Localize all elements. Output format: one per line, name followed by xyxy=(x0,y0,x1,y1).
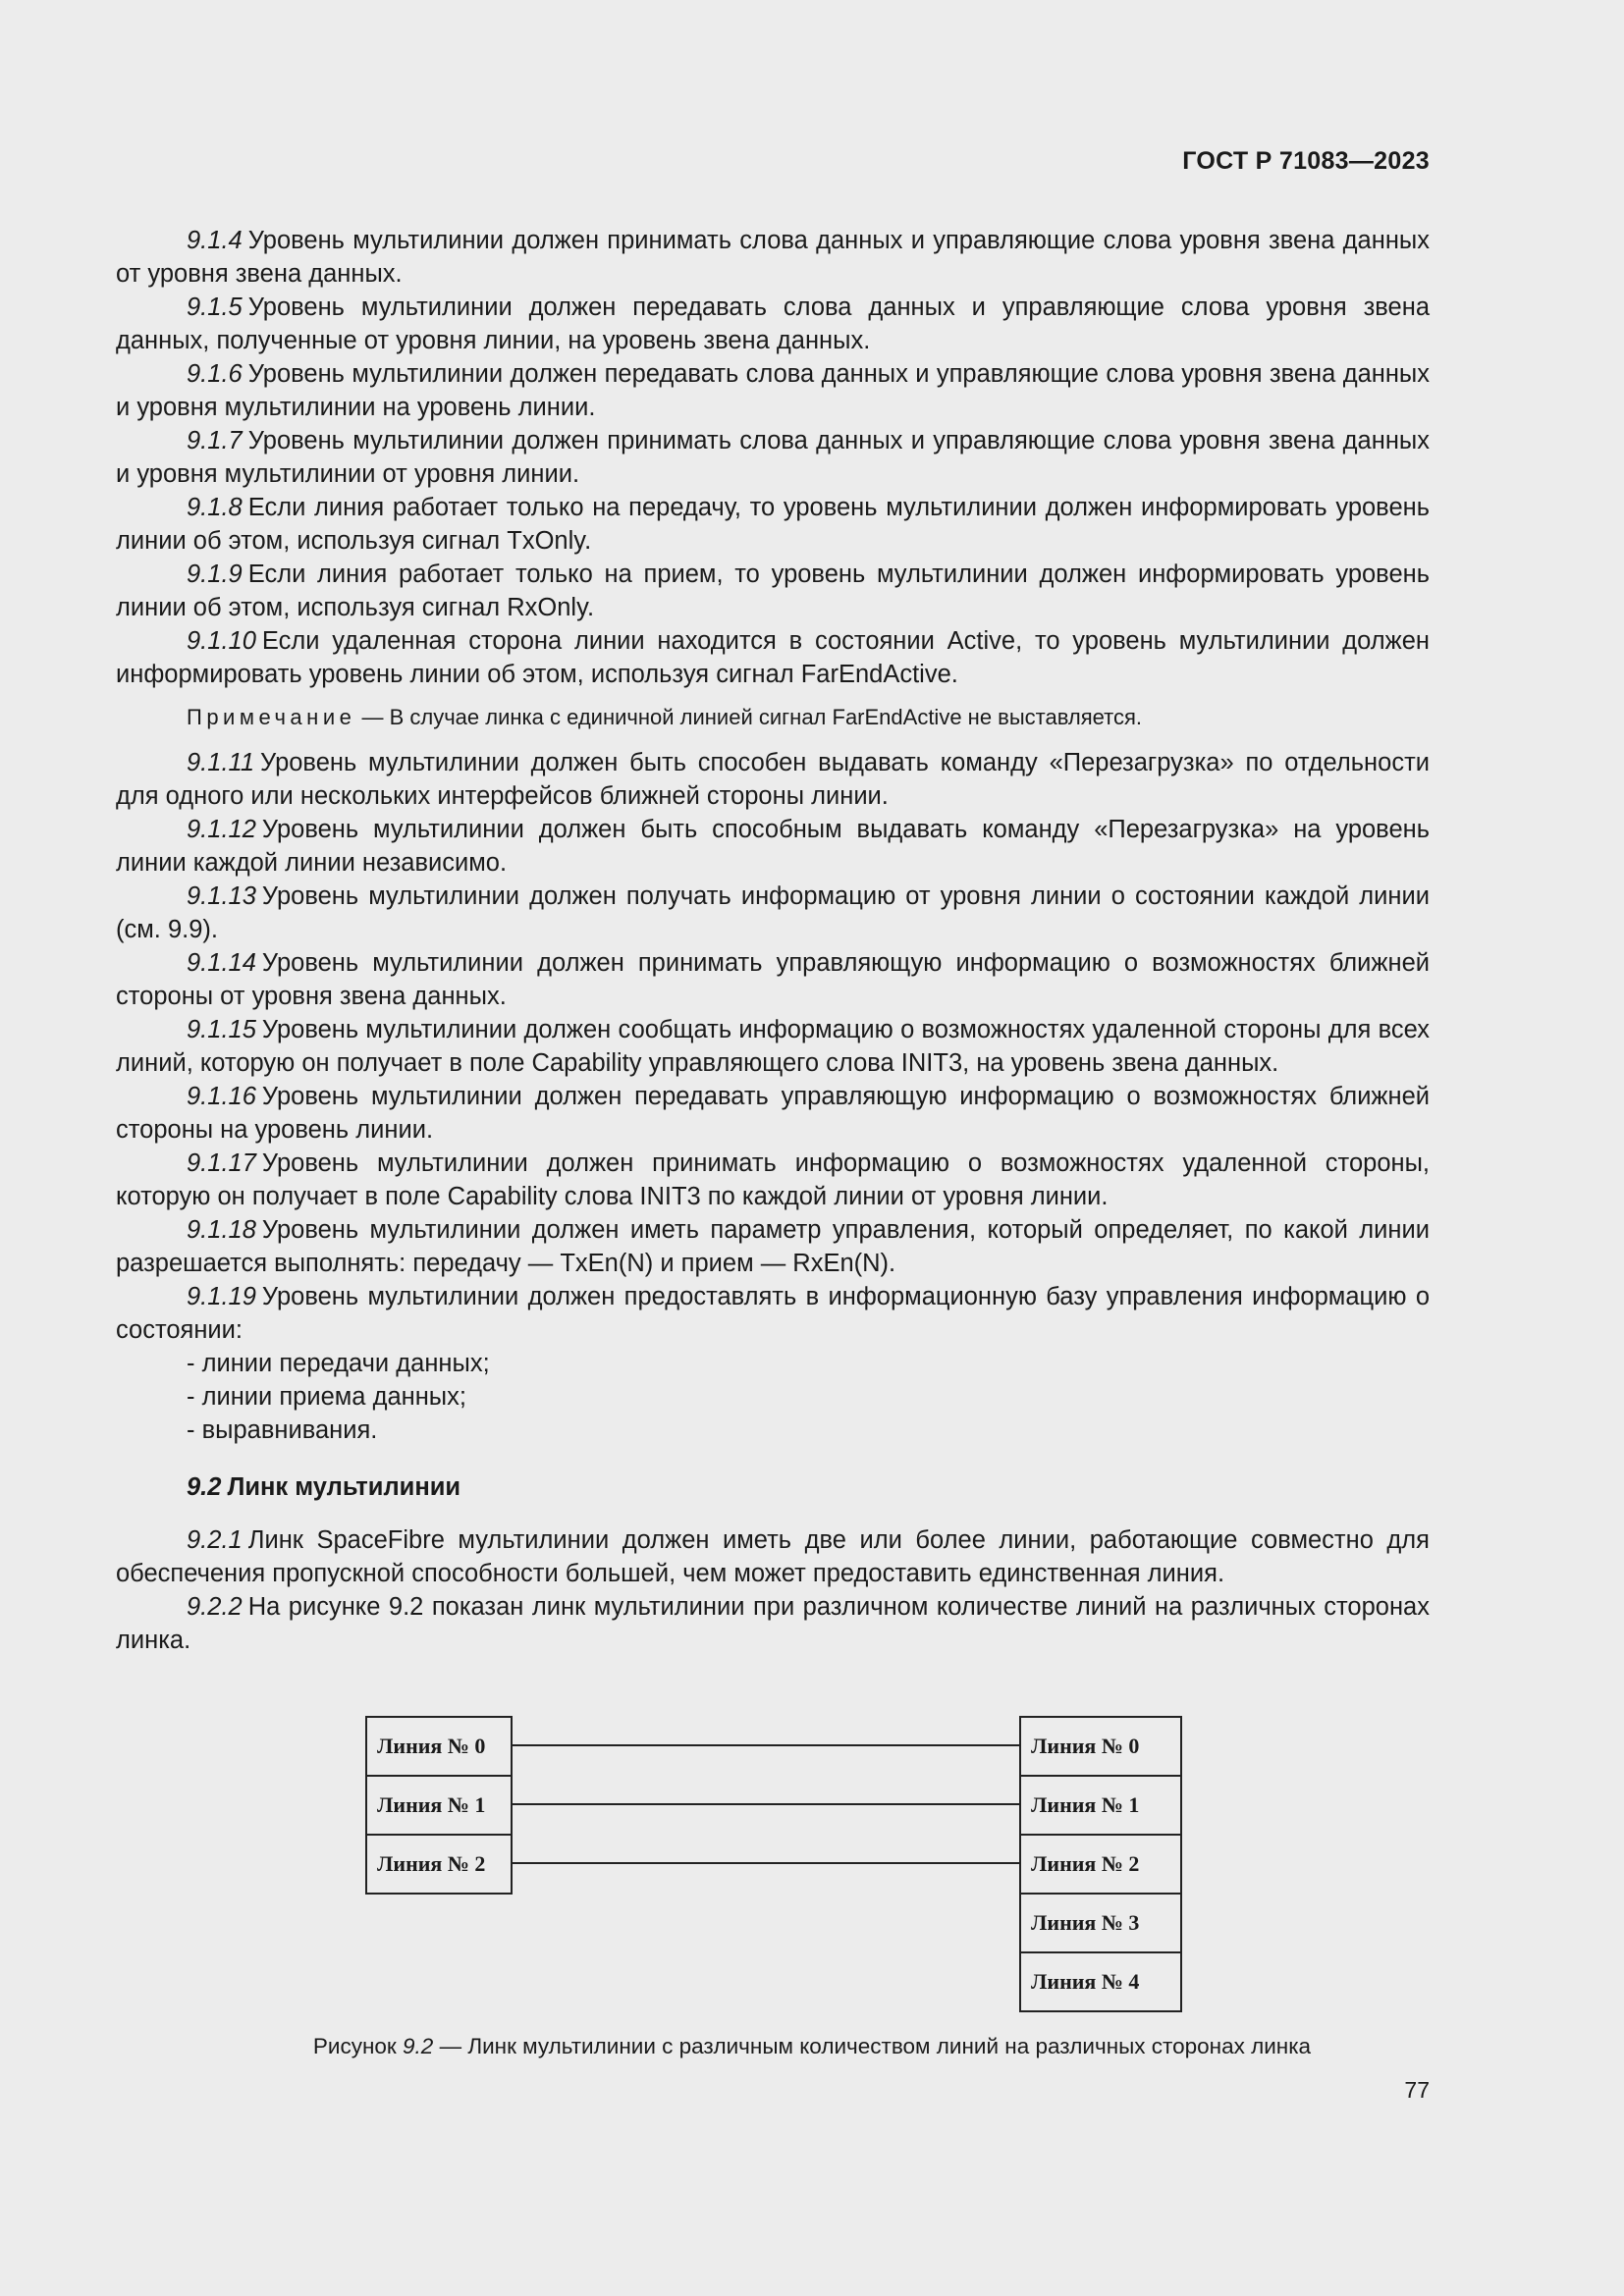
clause-number: 9.1.19 xyxy=(187,1283,256,1310)
paragraph-group-a xyxy=(116,224,1430,691)
clause-number: 9.1.18 xyxy=(187,1216,256,1244)
clause-text: Если линия работает только на передачу, то уровень мультилинии должен информировать уровень линии об этом, используя сигнал TxOnly. xyxy=(116,494,1430,555)
clause-text: Уровень мультилинии должен принимать слова данных и управляющие слова уровня звена данных и уровня мультилинии от уровня линии. xyxy=(116,427,1430,488)
right-lane-box: Линия № 4 xyxy=(1019,1951,1182,2012)
clause-text: Уровень мультилинии должен передавать управляющую информацию о возможностях ближней стороны на уровень линии. xyxy=(116,1083,1430,1144)
clause-number: 9.1.16 xyxy=(187,1083,256,1110)
clause-number: 9.2.2 xyxy=(187,1593,243,1621)
paragraph-9-1-5 xyxy=(116,291,1430,357)
clause-number: 9.1.11 xyxy=(187,749,255,776)
caption-number: 9.2 xyxy=(403,2034,434,2058)
clause-number: 9.1.4 xyxy=(187,227,243,254)
clause-number: 9.1.6 xyxy=(187,360,243,388)
clause-number: 9.1.5 xyxy=(187,294,243,321)
list-item: - выравнивания. xyxy=(187,1416,378,1444)
paragraph-9-1-10 xyxy=(116,624,1430,691)
note-text: — В случае линка с единичной линией сигнал FarEndActive не выставляется. xyxy=(361,705,1143,729)
list-item: - линии приема данных; xyxy=(187,1383,466,1411)
right-lane-box: Линия № 3 xyxy=(1019,1893,1182,1953)
paragraph-9-1-7 xyxy=(116,424,1430,491)
right-lane-box: Линия № 0 xyxy=(1019,1716,1182,1777)
figure-multilane-link xyxy=(365,1716,1182,2012)
document-header: ГОСТ Р 71083—2023 xyxy=(1182,147,1430,175)
paragraph-9-1-13 xyxy=(116,880,1430,946)
document-body xyxy=(116,224,1430,1657)
paragraph-9-1-19 xyxy=(116,1280,1430,1347)
clause-text: Уровень мультилинии должен быть способен выдавать команду «Перезагрузка» по отдельности для одного или нескольких интерфейсов ближней стороны линии. xyxy=(116,749,1430,810)
caption-text: — Линк мультилинии с различным количеством линий на различных сторонах линка xyxy=(433,2034,1312,2058)
figure-caption xyxy=(0,2034,1624,2059)
clause-text: Уровень мультилинии должен предоставлять в информационную базу управления информацию о состоянии: xyxy=(116,1283,1430,1344)
caption-prefix: Рисунок xyxy=(312,2034,404,2058)
paragraph-9-1-4 xyxy=(116,224,1430,291)
paragraph-9-1-18 xyxy=(116,1213,1430,1280)
clause-text: Если линия работает только на прием, то уровень мультилинии должен информировать уровень линии об этом, используя сигнал RxOnly. xyxy=(116,561,1430,621)
paragraph-group-b xyxy=(116,746,1430,1347)
clause-number: 9.1.12 xyxy=(187,816,256,843)
paragraph-9-1-16 xyxy=(116,1080,1430,1147)
clause-text: Линк SpaceFibre мультилинии должен иметь две или более линии, работающие совместно для обеспечения пропускной способности большей, чем может предоставить единственная линия. xyxy=(116,1526,1430,1587)
paragraph-9-1-11 xyxy=(116,746,1430,813)
clause-text: Уровень мультилинии должен передавать слова данных и управляющие слова уровня звена данных, полученные от уровня линии, на уровень звена данных. xyxy=(116,294,1430,354)
clause-number: 9.1.17 xyxy=(187,1149,256,1177)
paragraph-9-1-17 xyxy=(116,1147,1430,1213)
left-lane-box: Линия № 2 xyxy=(365,1834,513,1895)
section-title: Линк мультилинии xyxy=(227,1473,461,1501)
clause-number: 9.1.14 xyxy=(187,949,256,977)
right-lane-box: Линия № 2 xyxy=(1019,1834,1182,1895)
clause-number: 9.1.10 xyxy=(187,627,256,655)
paragraph-9-2-1 xyxy=(116,1523,1430,1590)
clause-number: 9.1.15 xyxy=(187,1016,256,1043)
paragraph-9-2-2 xyxy=(116,1590,1430,1657)
clause-number: 9.1.7 xyxy=(187,427,243,454)
clause-text: Уровень мультилинии должен передавать слова данных и управляющие слова уровня звена данных и уровня мультилинии на уровень линии. xyxy=(116,360,1430,421)
note xyxy=(116,703,1430,732)
left-lane-box: Линия № 1 xyxy=(365,1775,513,1836)
clause-number: 9.2.1 xyxy=(187,1526,243,1554)
clause-number: 9.1.9 xyxy=(187,561,243,588)
clause-text: Уровень мультилинии должен иметь параметр управления, который определяет, по какой линии разрешается выполнять: передачу — TxEn(N) и прием — RxEn(N). xyxy=(116,1216,1430,1277)
paragraph-group-c xyxy=(116,1523,1430,1657)
paragraph-9-1-15 xyxy=(116,1013,1430,1080)
clause-text: На рисунке 9.2 показан линк мультилинии при различном количестве линий на различных сторонах линка. xyxy=(116,1593,1430,1654)
list-item: - линии передачи данных; xyxy=(187,1350,490,1377)
left-lane-box: Линия № 0 xyxy=(365,1716,513,1777)
clause-number: 9.1.8 xyxy=(187,494,243,521)
paragraph-9-1-9 xyxy=(116,558,1430,624)
paragraph-9-1-14 xyxy=(116,946,1430,1013)
clause-text: Если удаленная сторона линии находится в состоянии Active, то уровень мультилинии должен информировать уровень линии об этом, используя сигнал FarEndActive. xyxy=(116,627,1430,688)
clause-text: Уровень мультилинии должен быть способным выдавать команду «Перезагрузка» на уровень линии каждой линии независимо. xyxy=(116,816,1430,877)
section-number: 9.2 xyxy=(187,1473,222,1501)
paragraph-9-1-12 xyxy=(116,813,1430,880)
clause-number: 9.1.13 xyxy=(187,882,256,910)
paragraph-9-1-8 xyxy=(116,491,1430,558)
clause-text: Уровень мультилинии должен принимать информацию о возможностях удаленной стороны, которую он получает в поле Capability слова INIT3 по каждой линии от уровня линии. xyxy=(116,1149,1430,1210)
page-number: 77 xyxy=(1404,2077,1430,2103)
clause-text: Уровень мультилинии должен сообщать информацию о возможностях удаленной стороны для всех линий, которую он получает в поле Capability управляющего слова INIT3, на уровень звена данных. xyxy=(116,1016,1430,1077)
right-lane-box: Линия № 1 xyxy=(1019,1775,1182,1836)
section-heading-9-2 xyxy=(116,1470,1430,1504)
note-label: Примечание xyxy=(187,705,356,729)
clause-text: Уровень мультилинии должен принимать слова данных и управляющие слова уровня звена данных от уровня звена данных. xyxy=(116,227,1430,288)
paragraph-9-1-6 xyxy=(116,357,1430,424)
clause-text: Уровень мультилинии должен получать информацию от уровня линии о состоянии каждой линии (см. 9.9). xyxy=(116,882,1430,943)
clause-text: Уровень мультилинии должен принимать управляющую информацию о возможностях ближней стороны от уровня звена данных. xyxy=(116,949,1430,1010)
status-list xyxy=(116,1347,1430,1447)
